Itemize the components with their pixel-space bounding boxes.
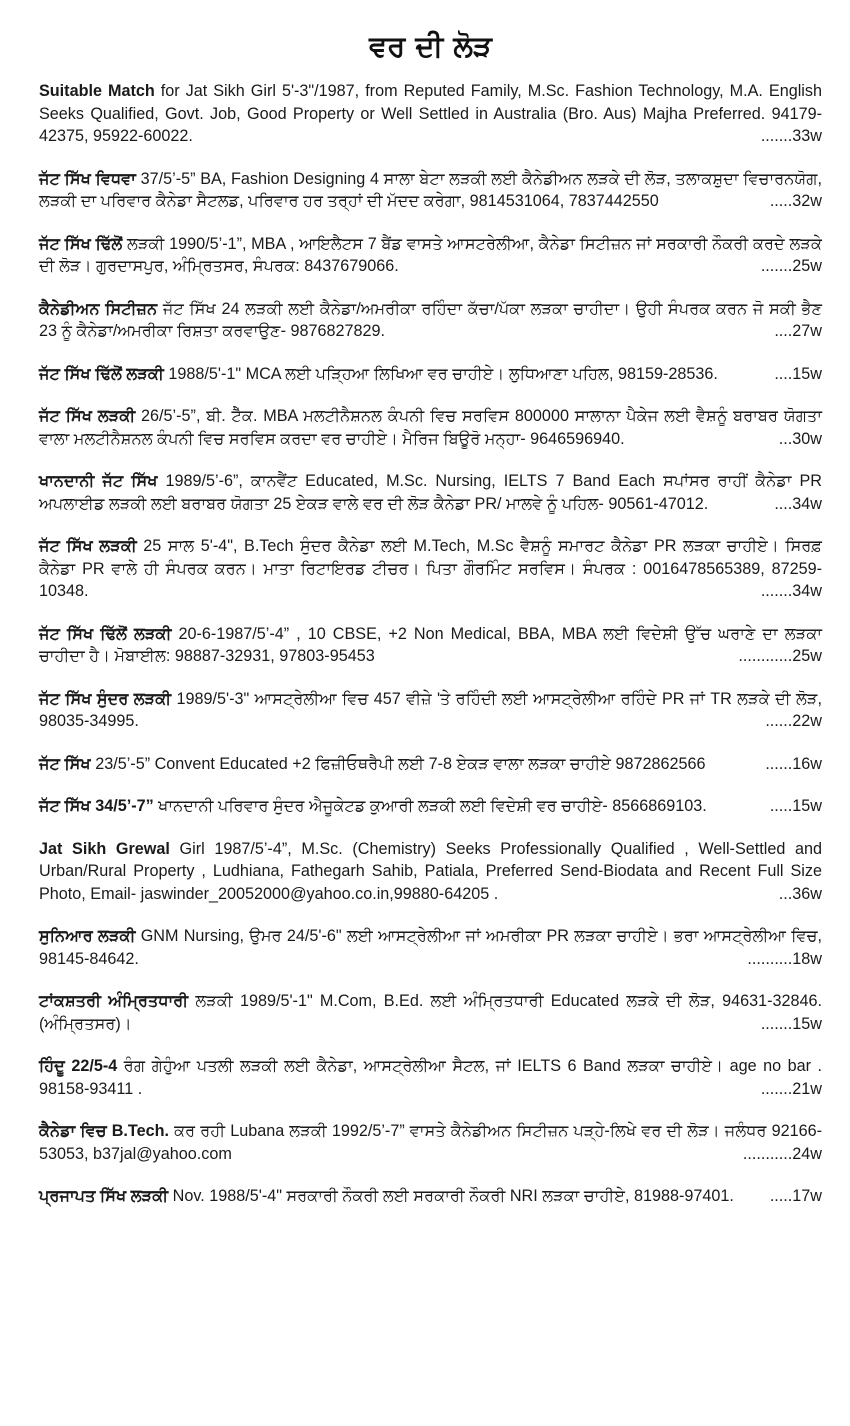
ad-code: .......33w <box>760 127 822 145</box>
ad-code: ....34w <box>774 494 822 513</box>
classified-ad <box>39 80 822 148</box>
ad-body: ਖਾਨਦਾਨੀ ਪਰਿਵਾਰ ਸੁੰਦਰ ਐਜੂਕੇਟਡ ਕੁਆਰੀ ਲੜਕੀ ਲਈ ਵਿਦੇਸ਼ੀ ਵਰ ਚਾਹੀਏ- 8566869103. <box>153 797 707 815</box>
ad-separator <box>39 343 822 363</box>
classified-ad <box>39 838 822 906</box>
classified-ad <box>39 990 822 1035</box>
ad-code: .......25w <box>760 257 822 275</box>
classified-ad <box>39 1120 822 1165</box>
ad-body: ਕਰ ਰਹੀ Lubana ਲੜਕੀ 1992/5’-7” ਵਾਸਤੇ ਕੈਨੇਡੀਅਨ ਸਿਟੀਜ਼ਨ ਪੜ੍ਹੇ-ਲਿਖੇ ਵਰ ਦੀ ਲੋੜ। ਜਲੰਧਰ 92166-53053, b37jal@yahoo.com <box>39 1122 823 1163</box>
classified-ad <box>39 298 822 343</box>
ad-separator <box>39 733 822 753</box>
ad-separator <box>39 450 822 470</box>
ad-code: .....32w <box>769 192 822 210</box>
ad-body: 25 ਸਾਲ 5'-4", B.Tech ਸੁੰਦਰ ਕੈਨੇਡਾ ਲਈ M.Tech, M.Sc ਵੈਸ਼ਨੂੰ ਸਮਾਰਟ ਕੈਨੇਡਾ PR ਲੜਕਾ ਚਾਹੀਏ। ਸਿਰਫ਼ ਕੈਨੇਡਾ PR ਵਾਲੇ ਹੀ ਸੰਪਰਕ ਕਰਨ। ਮਾਤਾ ਰਿਟਾਇਰਡ ਟੀਚਰ। ਪਿਤਾ ਗੌਰਮਿੰਟ ਸਰਵਿਸ। ਸੰਪਰਕ : 0016478565389, 87259-10348. <box>39 537 822 600</box>
ad-separator <box>39 775 822 795</box>
ad-lead: ਜੱਟ ਸਿੱਖ <box>39 754 91 773</box>
classified-ad <box>39 1055 822 1100</box>
classified-ad <box>39 405 822 450</box>
classified-ad <box>39 795 822 818</box>
ad-body: GNM Nursing, ਉਮਰ 24/5'-6" ਲਈ ਆਸਟ੍ਰੇਲੀਆ ਜਾਂ ਅਮਰੀਕਾ PR ਲੜਕਾ ਚਾਹੀਏ। ਭਰਾ ਆਸਟ੍ਰੇਲੀਆ ਵਿਚ, 98145-84642. <box>39 927 823 968</box>
ad-code: .....17w <box>769 1187 822 1205</box>
ad-lead: ਕੈਨੇਡਾ ਵਿਚ B.Tech. <box>39 1122 170 1140</box>
ad-separator <box>39 905 822 925</box>
classified-ad <box>39 470 822 515</box>
ad-lead: ਜੱਟ ਸਿੱਖ ਢਿੱਲੋਂ <box>39 234 123 253</box>
classified-ad <box>39 925 822 970</box>
ad-lead: ਜੱਟ ਸਿੱਖ ਲੜਕੀ <box>39 407 136 425</box>
ad-lead: ਜੱਟ ਸਿੱਖ ਲੜਕੀ <box>39 537 137 555</box>
ad-code: .......15w <box>760 1014 822 1033</box>
classified-ad <box>39 623 822 668</box>
classified-ad <box>39 688 822 733</box>
ad-code: ......16w <box>765 754 822 773</box>
ad-separator <box>39 278 822 298</box>
ad-code: ...36w <box>778 884 822 903</box>
ad-lead: ਟਾਂਕਸ਼ਤਰੀ ਅੰਮ੍ਰਿਤਧਾਰੀ <box>39 992 189 1010</box>
ad-separator <box>39 668 822 688</box>
ad-body: ਲੜਕੀ 1989/5'-1" M.Com, B.Ed. ਲਈ ਅੰਮ੍ਰਿਤਧਾਰੀ Educated ਲੜਕੇ ਦੀ ਲੋੜ, 94631-32846. (ਅੰਮ੍ਰਿਤਸਰ)। <box>39 992 822 1033</box>
ad-lead: ਜੱਟ ਸਿੱਖ ਵਿਧਵਾ <box>39 169 136 188</box>
ads-list <box>39 80 822 1208</box>
ad-separator <box>39 148 822 168</box>
ad-lead: ਜੱਟ ਸਿੱਖ ਢਿੱਲੋਂ ਲੜਕੀ <box>39 364 164 383</box>
classified-ad <box>39 168 822 213</box>
ad-separator <box>39 1100 822 1120</box>
ad-body: 1988/5'-1" MCA ਲਈ ਪੜ੍ਹਿਆ ਲਿਖਿਆ ਵਰ ਚਾਹੀਏ। ਲੁਧਿਆਣਾ ਪਹਿਲ, 98159-28536. <box>163 364 718 383</box>
classified-ad <box>39 233 822 278</box>
ad-lead: ਸੁਨਿਆਰ ਲੜਕੀ <box>39 927 136 945</box>
ad-body: 26/5’-5”, ਬੀ. ਟੈੱਕ. MBA ਮਲਟੀਨੈਸ਼ਨਲ ਕੰਪਨੀ ਵਿਚ ਸਰਵਿਸ 800000 ਸਾਲਾਨਾ ਪੈਕੇਜ ਲਈ ਵੈਸ਼ਨੂੰ ਬਰਾਬਰ ਯੋਗਤਾ ਵਾਲਾ ਮਲਟੀਨੈਸ਼ਨਲ ਕੰਪਨੀ ਵਿਚ ਸਰਵਿਸ ਕਰਦਾ ਵਰ ਚਾਹੀਏ। ਮੈਰਿਜ ਬਿਊਰੋ ਮਨ੍ਹਾ- 9646596940. <box>39 407 823 448</box>
ad-body: 1989/5'-3" ਆਸਟ੍ਰੇਲੀਆ ਵਿਚ 457 ਵੀਜ਼ੇ 'ਤੇ ਰਹਿੰਦੀ ਲਈ ਆਸਟ੍ਰੇਲੀਆ ਰਹਿੰਦੇ PR ਜਾਂ TR ਲੜਕੇ ਦੀ ਲੋੜ, 98035-34995. <box>39 689 823 730</box>
ad-separator <box>39 1035 822 1055</box>
ad-code: ..........18w <box>747 949 822 968</box>
ad-body: Nov. 1988/5'-4" ਸਰਕਾਰੀ ਨੌਕਰੀ ਲਈ ਸਰਕਾਰੀ ਨੌਕਰੀ NRI ਲੜਕਾ ਚਾਹੀਏ, 81988-97401. <box>168 1187 734 1205</box>
ad-body: ਜੱਟ ਸਿੱਖ 24 ਲੜਕੀ ਲਈ ਕੈਨੇਡਾ/ਅਮਰੀਕਾ ਰਹਿੰਦਾ ਕੱਚਾ/ਪੱਕਾ ਲੜਕਾ ਚਾਹੀਦਾ। ਉਹੀ ਸੰਪਰਕ ਕਰਨ ਜੋ ਸਕੀ ਭੈਣ 23 ਨੂੰ ਕੈਨੇਡਾ/ਅਮਰੀਕਾ ਰਿਸ਼ਤਾ ਕਰਵਾਉਣ- 9876827829. <box>39 299 822 340</box>
ad-code: .....15w <box>769 797 822 815</box>
ad-lead: ਖਾਨਦਾਨੀ ਜੱਟ ਸਿੱਖ <box>39 472 158 490</box>
ad-separator <box>39 515 822 535</box>
ad-body: Girl 1987/5’-4”, M.Sc. (Chemistry) Seeks Professionally Qualified , Well-Settled and Urban/Rural Property , Ludhiana, Fathegarh Sahib, Patiala, Preferred Send-Biodata and Recent Full Size Photo, Email- jaswinder_20052000@yahoo.co.in,99880-64205 . <box>39 839 822 903</box>
page-title: ਵਰ ਦੀ ਲੋੜ <box>369 29 492 63</box>
ad-lead: ਜੱਟ ਸਿੱਖ ਸੁੰਦਰ ਲੜਕੀ <box>39 689 172 708</box>
ad-lead: ਪ੍ਰਜਾਪਤ ਸਿੱਖ ਲੜਕੀ <box>39 1187 169 1205</box>
ad-body: ਰੰਗ ਗੇਹੁੰਆ ਪਤਲੀ ਲੜਕੀ ਲਈ ਕੈਨੇਡਾ, ਆਸਟ੍ਰੇਲੀਆ ਸੈਟਲ, ਜਾਂ IELTS 6 Band ਲੜਕਾ ਚਾਹੀਏ। age no bar . 98158-93411 . <box>39 1057 822 1098</box>
ad-body: 23/5’-5” Convent Educated +2 ਫਿਜ਼ੀਓਥਰੈਪੀ ਲਈ 7-8 ਏਕੜ ਵਾਲਾ ਲੜਕਾ ਚਾਹੀਏ 9872862566 <box>90 754 706 773</box>
ad-code: ......22w <box>765 712 822 730</box>
ad-lead: Suitable Match <box>39 82 155 100</box>
ad-code: ...30w <box>778 429 822 448</box>
ad-code: ....15w <box>774 364 822 383</box>
classified-ad <box>39 535 822 603</box>
ad-lead: ਕੈਨੇਡੀਅਨ ਸਿਟੀਜ਼ਨ <box>39 299 158 318</box>
ad-body: ਲੜਕੀ 1990/5’-1”, MBA , ਆਇਲੈਟਸ 7 ਬੈਂਡ ਵਾਸਤੇ ਆਸਟਰੇਲੀਆ, ਕੈਨੇਡਾ ਸਿਟੀਜ਼ਨ ਜਾਂ ਸਰਕਾਰੀ ਨੌਕਰੀ ਕਰਦੇ ਲੜਕੇ ਦੀ ਲੋੜ। ਗੁਰਦਾਸਪੁਰ, ਅੰਮ੍ਰਿਤਸਰ, ਸੰਪਰਕ: 8437679066. <box>39 234 822 275</box>
ad-separator <box>39 970 822 990</box>
ad-code: ...........24w <box>742 1144 822 1163</box>
ad-lead: ਜੱਟ ਸਿੱਖ 34/5’-7” <box>39 797 154 815</box>
ad-separator <box>39 818 822 838</box>
ad-code: .......34w <box>760 582 822 600</box>
ad-body: 1989/5’-6”, ਕਾਨਵੈਂਟ Educated, M.Sc. Nursing, IELTS 7 Band Each ਸਪਾਂਸਰ ਰਾਹੀਂ ਕੈਨੇਡਾ PR ਅਪਲਾਈਡ ਲੜਕੀ ਲਈ ਬਰਾਬਰ ਯੋਗਤਾ 25 ਏਕੜ ਵਾਲੇ ਵਰ ਦੀ ਲੋੜ ਕੈਨੇਡਾ PR/ ਮਾਲਵੇ ਨੂੰ ਪਹਿਲ- 90561-47012. <box>39 472 822 513</box>
ad-code: .......21w <box>760 1079 822 1098</box>
ad-code: ............25w <box>738 647 822 665</box>
ad-separator <box>39 213 822 233</box>
ad-body: 20-6-1987/5’-4” , 10 CBSE, +2 Non Medical, BBA, MBA ਲਈ ਵਿਦੇਸ਼ੀ ਉੱਚ ਘਰਾਣੇ ਦਾ ਲੜਕਾ ਚਾਹੀਦਾ ਹੈ। ਮੋਬਾਈਲ: 98887-32931, 97803-95453 <box>39 624 822 665</box>
ad-code: ....27w <box>774 322 822 340</box>
ad-body: 37/5’-5” BA, Fashion Designing 4 ਸਾਲਾ ਬੇਟਾ ਲੜਕੀ ਲਈ ਕੈਨੇਡੀਅਨ ਲੜਕੇ ਦੀ ਲੋੜ, ਤਲਾਕਸ਼ੁਦਾ ਵਿਚਾਰਨਯੋਗ, ਲੜਕੀ ਦਾ ਪਰਿਵਾਰ ਕੈਨੇਡਾ ਸੈਟਲਡ, ਪਰਿਵਾਰ ਹਰ ਤਰ੍ਹਾਂ ਦੀ ਮੱਦਦ ਕਰੇਗਾ, 9814531064, 7837442550 <box>39 169 822 210</box>
classified-ad <box>39 363 822 386</box>
ad-body: for Jat Sikh Girl 5'-3"/1987, from Reputed Family, M.Sc. Fashion Technology, M.A. English Seeks Qualified, Govt. Job, Good Property or Well Settled in Australia (Bro. Aus) Majha Preferred. 94179-42375, 95922-60022. <box>39 82 823 145</box>
ad-lead: Jat Sikh Grewal <box>39 839 170 858</box>
ad-separator <box>39 603 822 623</box>
ad-separator <box>39 385 822 405</box>
ad-lead: ਜੱਟ ਸਿੱਖ ਢਿੱਲੋਂ ਲੜਕੀ <box>39 624 172 643</box>
ad-separator <box>39 1165 822 1185</box>
ad-lead: ਹਿੰਦੂ 22/5-4 <box>39 1057 118 1075</box>
classified-ad <box>39 1185 822 1208</box>
classified-ad <box>39 753 822 776</box>
